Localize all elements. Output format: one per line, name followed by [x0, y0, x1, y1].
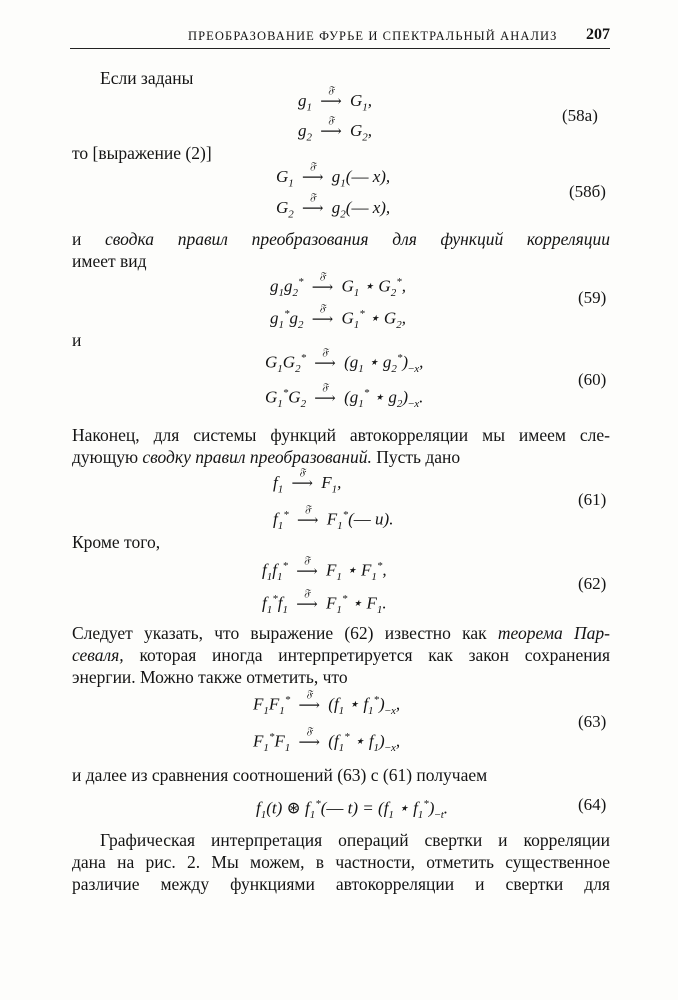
- fourier-arrow-icon: 𝔉 ⟶: [320, 115, 342, 140]
- running-head: [70, 26, 610, 49]
- equation-number-64: (64): [578, 795, 607, 814]
- word: свертки: [505, 874, 564, 894]
- equation-58b-line1: $G_1$ 𝔉 ⟶ $g_1(—$ x),: [276, 161, 391, 190]
- fourier-arrow-icon: 𝔉 ⟶: [296, 587, 318, 613]
- fourier-arrow-icon: 𝔉 ⟶: [302, 192, 324, 217]
- paragraph-comparison: и далее из сравнения соотношений (63) с (61) получаем: [72, 765, 488, 785]
- text-line: Следует указать, что выражение (62) известно как теорема Пар-: [72, 623, 610, 643]
- equation-62-line2: $f_1^*f_1$ 𝔉 ⟶ $F_1^*$ ⋆ $F_1$.: [262, 587, 387, 617]
- word: между: [160, 874, 210, 894]
- paragraph-moreover: Кроме того,: [72, 532, 161, 552]
- text-line: дана на рис. 2. Мы можем, в частности, отметить существенное: [72, 852, 610, 872]
- equation-number-59: (59): [578, 288, 607, 307]
- running-title: ПРЕОБРАЗОВАНИЕ ФУРЬЕ И СПЕКТРАЛЬНЫЙ АНАЛИЗ: [188, 29, 558, 43]
- equation-number-62: (62): [578, 574, 607, 593]
- word: автокорреляции: [335, 874, 455, 894]
- paragraph-expression-2: то [выражение (2)]: [72, 143, 212, 163]
- fourier-arrow-icon: 𝔉 ⟶: [296, 503, 319, 529]
- equation-number-58a: (58a): [562, 106, 598, 125]
- equation-63-line1: $F_1F_1^*$ 𝔉 ⟶ ($f_1$ ⋆ $f_1^*)_{-x}$,: [253, 688, 401, 718]
- fourier-arrow-icon: 𝔉 ⟶: [291, 467, 313, 492]
- fourier-arrow-icon: 𝔉 ⟶: [302, 161, 324, 186]
- equation-62-line1: $f_1f_1^*$ 𝔉 ⟶ $F_1$ ⋆ $F_1^*$,: [262, 554, 387, 584]
- fourier-arrow-icon: 𝔉 ⟶: [298, 725, 321, 751]
- page-number: 207: [586, 26, 610, 43]
- text-line: дующую сводку правил преобразований. Пусть дано: [72, 447, 461, 467]
- fourier-arrow-icon: 𝔉 ⟶: [311, 302, 334, 328]
- text-line: [72, 873, 610, 895]
- equation-58a-line2: $g_2$ 𝔉 ⟶ $G_2$,: [298, 115, 373, 144]
- equation-number-58b: (58б): [569, 182, 606, 201]
- text-line: Графическая интерпретация операций свертки и корреляции: [100, 830, 610, 850]
- paragraph-graphical: [72, 829, 610, 895]
- equation-61-line2: $f_1^*$ 𝔉 ⟶ $F_1^*(—$ u).: [273, 503, 394, 533]
- text-line: имеет вид: [72, 251, 147, 271]
- equation-64: $f_1(t)$ ⊛ $f_1^*(—$ $t) = (f_1$ ⋆ $f_1^*)_{-t}$.: [256, 798, 448, 822]
- word: и: [475, 874, 485, 894]
- equation-58a-line1: $g_1$ 𝔉 ⟶ $G_1$,: [298, 85, 373, 114]
- paragraph-parseval: [72, 622, 610, 688]
- fourier-arrow-icon: 𝔉 ⟶: [314, 381, 336, 407]
- equation-61-line1: $f_1$ 𝔉 ⟶ $F_1$,: [273, 467, 342, 496]
- fourier-arrow-icon: 𝔉 ⟶: [298, 688, 321, 714]
- equation-60-line1: $G_1G_2^*$ 𝔉 ⟶ ($g_1$ ⋆ $g_2^*)_{-x}$,: [265, 346, 424, 376]
- equation-59-line2: $g_1^*g_2$ 𝔉 ⟶ $G_1^*$ ⋆ $G_2$,: [270, 302, 406, 332]
- fourier-arrow-icon: 𝔉 ⟶: [314, 346, 336, 372]
- equation-number-60: (60): [578, 370, 607, 389]
- word: различие: [72, 874, 140, 894]
- word: для: [584, 874, 610, 894]
- paragraph-correlation-rules: [72, 228, 610, 272]
- fourier-arrow-icon: 𝔉 ⟶: [296, 554, 318, 580]
- text-line: Наконец, для системы функций автокорреляции мы имеем сле-: [72, 425, 610, 445]
- equation-63-line2: $F_1^*F_1$ 𝔉 ⟶ ($f_1^*$ ⋆ $f_1)_{-x}$,: [253, 725, 401, 755]
- paragraph-autocorrelation: [72, 424, 610, 468]
- equation-58b-line2: $G_2$ 𝔉 ⟶ $g_2(—$ x),: [276, 192, 391, 221]
- word: функциями: [230, 874, 315, 894]
- equation-60-line2: $G_1^*G_2$ 𝔉 ⟶ ($g_1^*$ ⋆ $g_2)_{-x}$.: [265, 381, 424, 411]
- text-line: энергии. Можно также отметить, что: [72, 667, 348, 687]
- fourier-arrow-icon: 𝔉 ⟶: [320, 85, 342, 110]
- paragraph-and: и: [72, 330, 82, 350]
- text-line: и сводка правил преобразования для функций корреляции: [72, 229, 610, 249]
- equation-number-63: (63): [578, 712, 607, 731]
- equation-number-61: (61): [578, 490, 607, 509]
- fourier-arrow-icon: 𝔉 ⟶: [311, 270, 334, 296]
- equation-59-line1: $g_1g_2^*$ 𝔉 ⟶ $G_1$ ⋆ $G_2^*$,: [270, 270, 406, 300]
- paragraph-intro: Если заданы: [100, 68, 194, 88]
- text-line: севаля, которая иногда интерпретируется как закон сохранения: [72, 645, 611, 665]
